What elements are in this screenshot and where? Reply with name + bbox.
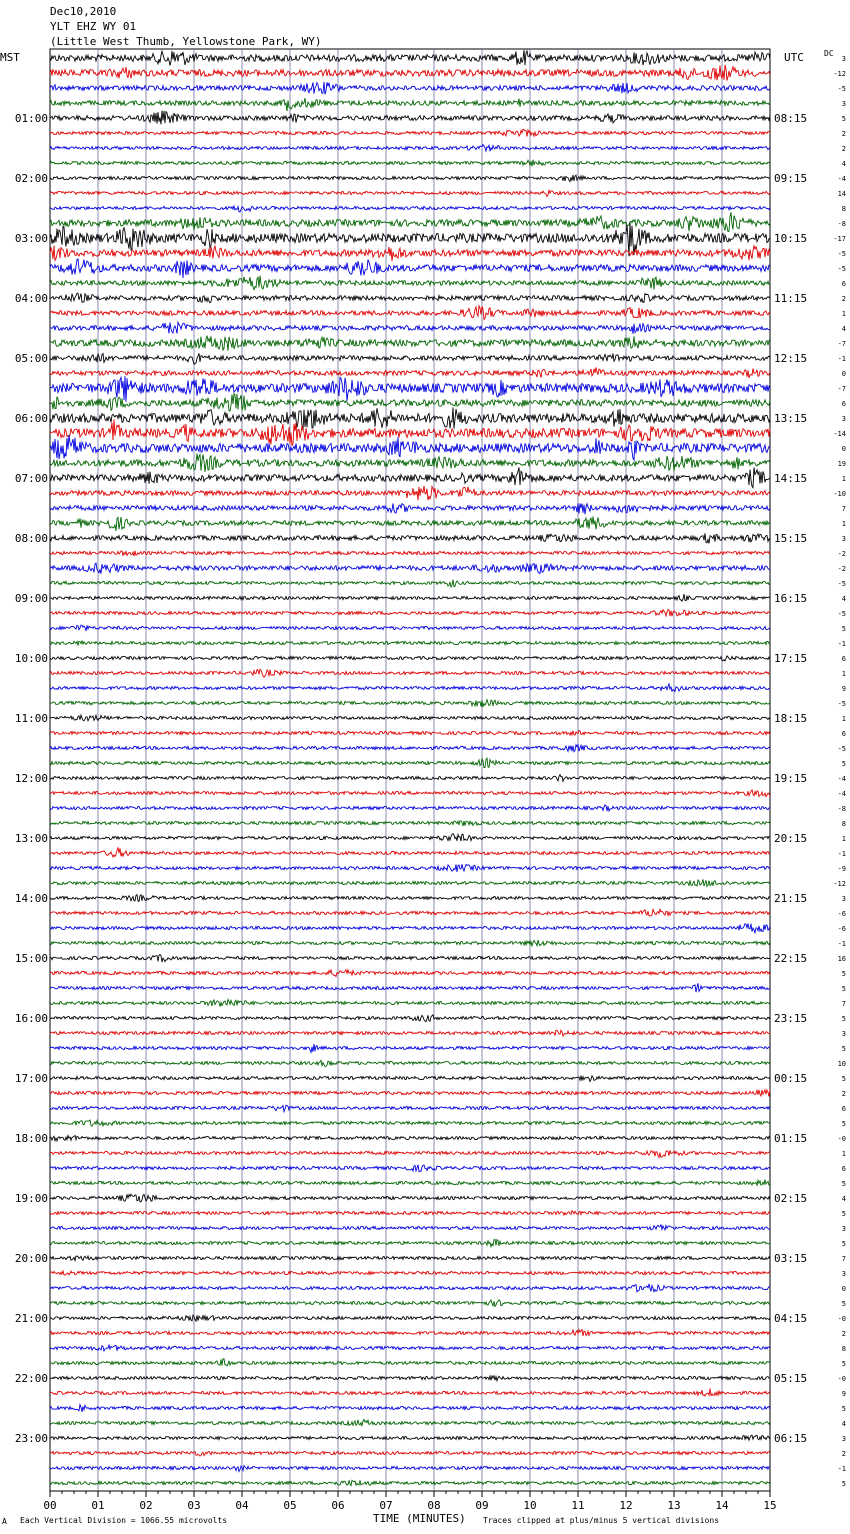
- trace-89: [50, 1389, 770, 1396]
- trace-55: [50, 879, 770, 886]
- trace-14: [50, 259, 770, 278]
- left-timezone-label: MST: [0, 51, 20, 64]
- trace-19: [50, 336, 770, 351]
- dc-offset-label: 7: [841, 505, 846, 513]
- dc-offset-label: 5: [841, 760, 846, 768]
- right-hour-label: 11:15: [774, 292, 808, 305]
- trace-66: [50, 1044, 770, 1052]
- dc-offset-label: 7: [841, 1255, 846, 1263]
- right-hour-label: 22:15: [774, 952, 808, 965]
- left-hour-label: 17:00: [14, 1072, 48, 1085]
- trace-41: [50, 669, 770, 677]
- dc-offset-label: -12: [833, 70, 846, 78]
- right-hour-label: 19:15: [774, 772, 808, 785]
- trace-29: [50, 486, 770, 500]
- dc-offset-label: -5: [837, 745, 846, 753]
- dc-offset-label: -1: [837, 640, 846, 648]
- dc-offset-label: -2: [837, 565, 846, 573]
- dc-offset-label: 1: [841, 475, 846, 483]
- dc-offset-label: 5: [841, 1180, 846, 1188]
- dc-offset-label: 6: [841, 730, 846, 738]
- trace-47: [50, 758, 770, 768]
- trace-8: [50, 175, 770, 182]
- x-tick-label: 01: [91, 1499, 105, 1512]
- x-tick-label: 04: [235, 1499, 249, 1512]
- dc-offset-label: 2: [841, 130, 846, 138]
- right-hour-label: 02:15: [774, 1192, 808, 1205]
- x-tick-label: 00: [43, 1499, 57, 1512]
- right-hour-label: 14:15: [774, 472, 808, 485]
- trace-71: [50, 1120, 770, 1126]
- dc-offset-label: -5: [837, 580, 846, 588]
- dc-offset-label: 3: [841, 1030, 846, 1038]
- trace-34: [50, 563, 770, 574]
- footer-clip-note: Traces clipped at plus/minus 5 vertical divisions: [483, 1516, 720, 1525]
- dc-offset-label: 1: [841, 1150, 846, 1158]
- trace-70: [50, 1105, 770, 1111]
- trace-68: [50, 1076, 770, 1082]
- dc-offset-label: 0: [841, 1285, 846, 1293]
- trace-94: [50, 1466, 770, 1472]
- dc-offset-label: 1: [841, 715, 846, 723]
- right-hour-label: 17:15: [774, 652, 808, 665]
- trace-78: [50, 1225, 770, 1230]
- trace-45: [50, 731, 770, 736]
- dc-offset-label: 8: [841, 820, 846, 828]
- dc-offset-label: 4: [841, 1195, 846, 1203]
- right-hour-label: 23:15: [774, 1012, 808, 1025]
- x-tick-label: 12: [619, 1499, 633, 1512]
- trace-49: [50, 790, 770, 797]
- dc-offset-label: 5: [841, 985, 846, 993]
- left-hour-label: 21:00: [14, 1312, 48, 1325]
- trace-32: [50, 533, 770, 543]
- dc-offset-label: 5: [841, 1045, 846, 1053]
- trace-62: [50, 983, 770, 992]
- dc-offset-label: 16: [837, 955, 846, 963]
- dc-offset-label: 6: [841, 655, 846, 663]
- trace-73: [50, 1150, 770, 1157]
- x-tick-label: 03: [187, 1499, 201, 1512]
- left-hour-label: 19:00: [14, 1192, 48, 1205]
- left-hour-label: 03:00: [14, 232, 48, 245]
- dc-offset-label: 3: [841, 55, 846, 63]
- dc-offset-label: 6: [841, 1105, 846, 1113]
- dc-offset-label: 2: [841, 295, 846, 303]
- trace-9: [50, 190, 770, 196]
- trace-58: [50, 924, 770, 933]
- dc-offset-label: -6: [837, 925, 846, 933]
- trace-87: [50, 1359, 770, 1366]
- left-hour-label: 09:00: [14, 592, 48, 605]
- trace-1: [50, 65, 770, 81]
- label-group: [15, 55, 846, 1512]
- right-hour-label: 12:15: [774, 352, 808, 365]
- trace-57: [50, 909, 770, 916]
- dc-offset-label: 14: [837, 190, 846, 198]
- left-hour-label: 01:00: [14, 112, 48, 125]
- dc-offset-label: -12: [833, 880, 846, 888]
- dc-offset-label: -7: [837, 340, 846, 348]
- dc-offset-label: -9: [837, 865, 846, 873]
- dc-offset-label: -5: [837, 610, 846, 618]
- x-tick-label: 11: [571, 1499, 585, 1512]
- trace-7: [50, 160, 770, 167]
- left-hour-label: 14:00: [14, 892, 48, 905]
- trace-25: [50, 419, 770, 446]
- dc-offset-label: 5: [841, 970, 846, 978]
- dc-offset-label: -5: [837, 265, 846, 273]
- trace-91: [50, 1419, 770, 1425]
- dc-offset-label: 4: [841, 1420, 846, 1428]
- dc-offset-label: 6: [841, 400, 846, 408]
- dc-offset-label: 2: [841, 145, 846, 153]
- left-hour-label: 07:00: [14, 472, 48, 485]
- trace-group: [50, 50, 770, 1486]
- trace-15: [50, 276, 770, 290]
- left-hour-label: 20:00: [14, 1252, 48, 1265]
- trace-75: [50, 1180, 770, 1186]
- trace-56: [50, 895, 770, 902]
- trace-20: [50, 353, 770, 364]
- trace-90: [50, 1405, 770, 1412]
- dc-offset-label: -4: [837, 790, 846, 798]
- dc-offset-label: -0: [837, 1315, 846, 1323]
- x-tick-label: 09: [475, 1499, 489, 1512]
- x-tick-label: 13: [667, 1499, 681, 1512]
- x-tick-label: 14: [715, 1499, 729, 1512]
- dc-offset-label: -5: [837, 700, 846, 708]
- footer-mark: A: [2, 1517, 7, 1526]
- trace-44: [50, 715, 770, 721]
- left-hour-label: 05:00: [14, 352, 48, 365]
- chart-date: Dec10,2010: [50, 5, 117, 18]
- right-hour-label: 05:15: [774, 1372, 808, 1385]
- trace-2: [50, 82, 770, 95]
- dc-offset-label: 8: [841, 205, 846, 213]
- x-tick-label: 06: [331, 1499, 345, 1512]
- dc-offset-label: -2: [837, 550, 846, 558]
- dc-offset-label: -5: [837, 250, 846, 258]
- dc-offset-label: -7: [837, 385, 846, 393]
- dc-offset-label: -1: [837, 355, 846, 363]
- trace-4: [50, 111, 770, 125]
- grid-lines: [50, 49, 770, 1497]
- trace-13: [50, 246, 770, 261]
- trace-3: [50, 98, 770, 111]
- trace-72: [50, 1136, 770, 1141]
- trace-38: [50, 625, 770, 631]
- dc-offset-label: 7: [841, 1000, 846, 1008]
- left-hour-label: 18:00: [14, 1132, 48, 1145]
- dc-offset-label: 5: [841, 1240, 846, 1248]
- trace-22: [50, 376, 770, 402]
- x-tick-label: 07: [379, 1499, 393, 1512]
- trace-83: [50, 1300, 770, 1307]
- dc-offset-label: 1: [841, 670, 846, 678]
- chart-station: YLT EHZ WY 01: [50, 20, 137, 33]
- trace-67: [50, 1060, 770, 1066]
- right-hour-label: 16:15: [774, 592, 808, 605]
- trace-30: [50, 503, 770, 514]
- trace-39: [50, 641, 770, 646]
- left-hour-label: 16:00: [14, 1012, 48, 1025]
- trace-86: [50, 1345, 770, 1351]
- dc-offset-label: 3: [841, 1435, 846, 1443]
- trace-6: [50, 145, 770, 152]
- dc-offset-label: -4: [837, 175, 846, 183]
- right-hour-label: 15:15: [774, 532, 808, 545]
- left-hour-label: 06:00: [14, 412, 48, 425]
- trace-60: [50, 955, 770, 963]
- dc-offset-label: 10: [837, 1060, 846, 1068]
- trace-27: [50, 454, 770, 472]
- trace-43: [50, 700, 770, 707]
- chart-location: (Little West Thumb, Yellowstone Park, WY): [50, 35, 322, 48]
- trace-24: [50, 408, 770, 431]
- right-hour-label: 10:15: [774, 232, 808, 245]
- trace-11: [50, 212, 770, 231]
- dc-offset-label: 1: [841, 520, 846, 528]
- trace-23: [50, 394, 770, 411]
- trace-82: [50, 1284, 770, 1292]
- left-hour-label: 13:00: [14, 832, 48, 845]
- dc-offset-label: -6: [837, 910, 846, 918]
- trace-77: [50, 1211, 770, 1216]
- trace-85: [50, 1330, 770, 1336]
- trace-0: [50, 50, 770, 66]
- x-tick-label: 08: [427, 1499, 441, 1512]
- trace-35: [50, 580, 770, 587]
- trace-61: [50, 970, 770, 977]
- trace-80: [50, 1256, 770, 1261]
- trace-46: [50, 745, 770, 752]
- trace-88: [50, 1376, 770, 1381]
- dc-offset-label: 5: [841, 1360, 846, 1368]
- dc-offset-label: 5: [841, 1015, 846, 1023]
- left-hour-label: 10:00: [14, 652, 48, 665]
- right-timezone-label: UTC: [784, 51, 804, 64]
- right-hour-label: 06:15: [774, 1432, 808, 1445]
- trace-74: [50, 1165, 770, 1172]
- dc-offset-header: DC: [824, 49, 834, 58]
- trace-26: [50, 435, 770, 460]
- dc-offset-label: -4: [837, 775, 846, 783]
- dc-offset-label: 5: [841, 1075, 846, 1083]
- dc-offset-label: 5: [841, 1405, 846, 1413]
- dc-offset-label: 5: [841, 115, 846, 123]
- trace-5: [50, 129, 770, 136]
- left-hour-label: 08:00: [14, 532, 48, 545]
- trace-92: [50, 1435, 770, 1440]
- right-hour-label: 00:15: [774, 1072, 808, 1085]
- trace-52: [50, 834, 770, 842]
- dc-offset-label: -10: [833, 490, 846, 498]
- dc-offset-label: -1: [837, 940, 846, 948]
- trace-36: [50, 594, 770, 601]
- x-tick-label: 10: [523, 1499, 537, 1512]
- trace-48: [50, 775, 770, 782]
- dc-offset-label: 1: [841, 835, 846, 843]
- trace-10: [50, 206, 770, 212]
- dc-offset-label: 3: [841, 415, 846, 423]
- left-hour-label: 23:00: [14, 1432, 48, 1445]
- x-tick-label: 15: [763, 1499, 777, 1512]
- dc-offset-label: -1: [837, 1465, 846, 1473]
- right-hour-label: 04:15: [774, 1312, 808, 1325]
- dc-offset-label: 5: [841, 1300, 846, 1308]
- trace-28: [50, 467, 770, 487]
- right-hour-label: 08:15: [774, 112, 808, 125]
- trace-18: [50, 322, 770, 334]
- dc-offset-label: -8: [837, 220, 846, 228]
- trace-50: [50, 805, 770, 811]
- dc-offset-label: -0: [837, 1135, 846, 1143]
- dc-offset-label: 5: [841, 1120, 846, 1128]
- trace-95: [50, 1480, 770, 1485]
- dc-offset-label: 3: [841, 535, 846, 543]
- trace-69: [50, 1089, 770, 1096]
- left-hour-label: 11:00: [14, 712, 48, 725]
- trace-84: [50, 1315, 770, 1321]
- trace-40: [50, 656, 770, 661]
- dc-offset-label: 4: [841, 160, 846, 168]
- dc-offset-label: 3: [841, 1225, 846, 1233]
- trace-42: [50, 684, 770, 691]
- left-hour-label: 15:00: [14, 952, 48, 965]
- trace-59: [50, 940, 770, 946]
- trace-79: [50, 1239, 770, 1246]
- dc-offset-label: 9: [841, 1390, 846, 1398]
- right-hour-label: 21:15: [774, 892, 808, 905]
- dc-offset-label: 0: [841, 370, 846, 378]
- trace-53: [50, 848, 770, 857]
- dc-offset-label: 6: [841, 1165, 846, 1173]
- dc-offset-label: 4: [841, 595, 846, 603]
- trace-31: [50, 517, 770, 531]
- left-hour-label: 22:00: [14, 1372, 48, 1385]
- trace-33: [50, 551, 770, 556]
- trace-17: [50, 306, 770, 320]
- trace-93: [50, 1451, 770, 1456]
- left-hour-label: 12:00: [14, 772, 48, 785]
- dc-offset-label: 1: [841, 310, 846, 318]
- right-hour-label: 18:15: [774, 712, 808, 725]
- trace-37: [50, 609, 770, 616]
- left-hour-label: 02:00: [14, 172, 48, 185]
- dc-offset-label: 3: [841, 895, 846, 903]
- dc-offset-label: 3: [841, 100, 846, 108]
- dc-offset-label: -5: [837, 85, 846, 93]
- dc-offset-label: -1: [837, 850, 846, 858]
- dc-offset-label: 0: [841, 445, 846, 453]
- right-hour-label: 03:15: [774, 1252, 808, 1265]
- trace-81: [50, 1271, 770, 1275]
- trace-54: [50, 864, 770, 872]
- left-hour-label: 04:00: [14, 292, 48, 305]
- trace-65: [50, 1030, 770, 1036]
- right-hour-label: 13:15: [774, 412, 808, 425]
- dc-offset-label: -14: [833, 430, 846, 438]
- trace-16: [50, 293, 770, 303]
- right-hour-label: 20:15: [774, 832, 808, 845]
- dc-offset-label: 6: [841, 280, 846, 288]
- dc-offset-label: 5: [841, 625, 846, 633]
- trace-63: [50, 1000, 770, 1007]
- x-tick-label: 02: [139, 1499, 153, 1512]
- dc-offset-label: -0: [837, 1375, 846, 1383]
- x-axis-title: TIME (MINUTES): [373, 1512, 466, 1525]
- dc-offset-label: 9: [841, 685, 846, 693]
- x-tick-label: 05: [283, 1499, 297, 1512]
- dc-offset-label: 8: [841, 1345, 846, 1353]
- dc-offset-label: 5: [841, 1210, 846, 1218]
- dc-offset-label: 4: [841, 325, 846, 333]
- trace-51: [50, 821, 770, 826]
- dc-offset-label: 2: [841, 1090, 846, 1098]
- footer-scale: Each Vertical Division = 1066.55 microvolts: [20, 1516, 228, 1525]
- dc-offset-label: 3: [841, 1270, 846, 1278]
- trace-76: [50, 1194, 770, 1202]
- trace-64: [50, 1015, 770, 1022]
- dc-offset-label: 5: [841, 1480, 846, 1488]
- dc-offset-label: -8: [837, 805, 846, 813]
- dc-offset-label: 2: [841, 1330, 846, 1338]
- right-hour-label: 01:15: [774, 1132, 808, 1145]
- dc-offset-label: 19: [837, 460, 846, 468]
- dc-offset-label: -17: [833, 235, 846, 243]
- right-hour-label: 09:15: [774, 172, 808, 185]
- trace-21: [50, 367, 770, 378]
- dc-offset-label: 2: [841, 1450, 846, 1458]
